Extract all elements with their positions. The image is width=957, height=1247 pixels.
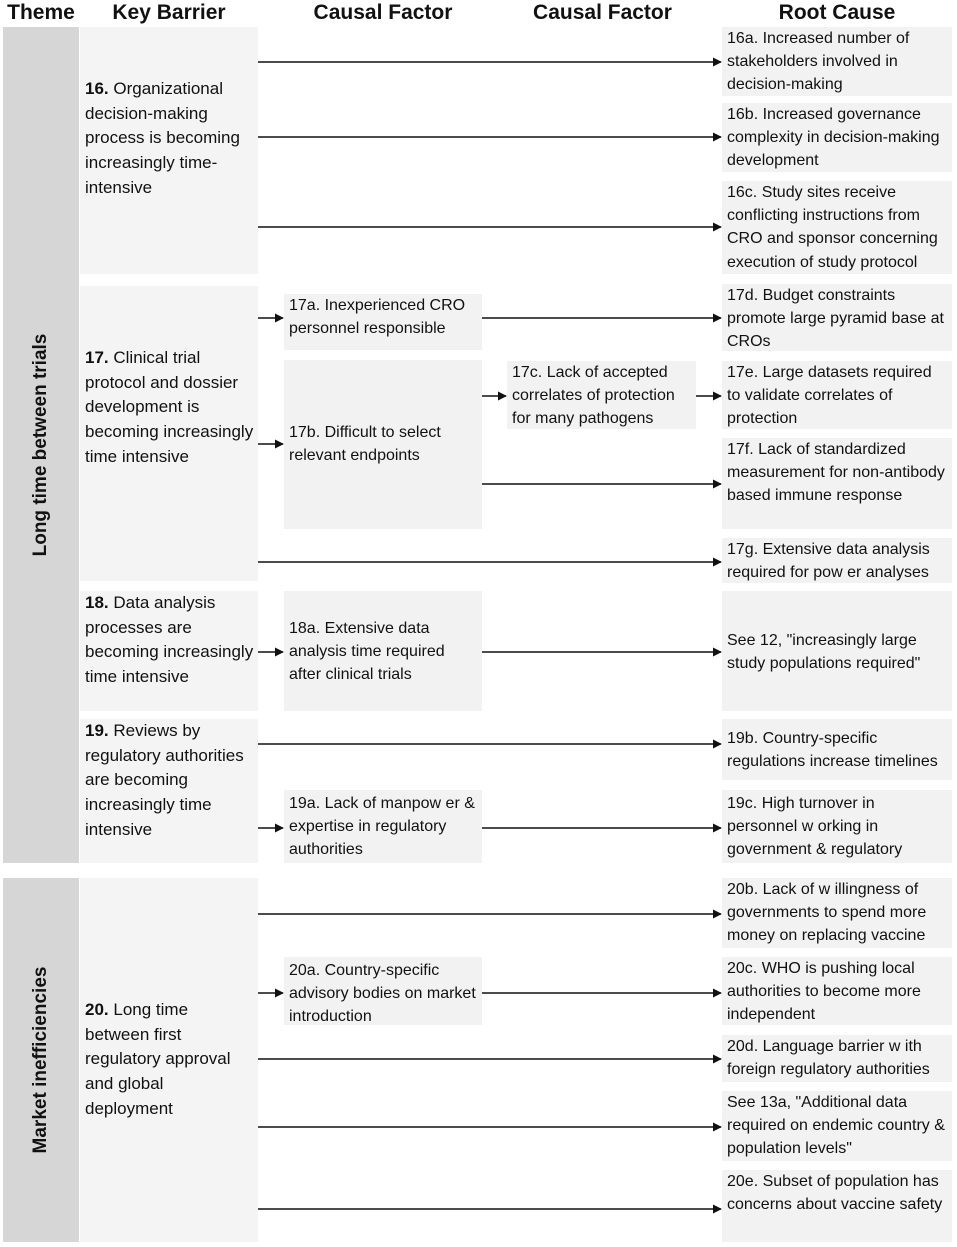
root-cause-see-13a: See 13a, "Additional data required on endemic country & population levels" xyxy=(722,1091,952,1161)
barrier-17-text: 17. Clinical trial protocol and dossier development is becoming increasingly time intensive xyxy=(85,348,254,466)
causal-factor-19a: 19a. Lack of manpow er & expertise in regulatory authorities xyxy=(284,790,482,863)
barrier-18-text: 18. Data analysis processes are becoming increasingly time intensive xyxy=(85,593,254,687)
barrier-16-text: 16. Organizational decision-making process is becoming increasingly time-intensive xyxy=(85,79,240,197)
causal-factor-17a: 17a. Inexperienced CRO personnel responsible xyxy=(284,294,482,350)
root-cause-20d: 20d. Language barrier w ith foreign regulatory authorities xyxy=(722,1035,952,1082)
barrier-19-text: 19. Reviews by regulatory authorities are becoming increasingly time intensive xyxy=(85,721,244,839)
root-cause-16c: 16c. Study sites receive conflicting instructions from CRO and sponsor concerning execution of study protocol xyxy=(722,181,952,274)
root-cause-20e: 20e. Subset of population has concerns about vaccine safety xyxy=(722,1170,952,1242)
header-theme: Theme xyxy=(7,1,75,24)
root-cause-20b: 20b. Lack of w illingness of governments to spend more money on replacing vaccine xyxy=(722,878,952,948)
causal-factor-20a: 20a. Country-specific advisory bodies on market introduction xyxy=(284,957,482,1025)
root-cause-19b: 19b. Country-specific regulations increase timelines xyxy=(722,719,952,780)
root-cause-20c: 20c. WHO is pushing local authorities to become more independent xyxy=(722,957,952,1025)
root-cause-16b: 16b. Increased governance complexity in decision-making development xyxy=(722,103,952,172)
header-root-cause: Root Cause xyxy=(778,1,896,24)
root-cause-17d: 17d. Budget constraints promote large pyramid base at CROs xyxy=(722,284,952,351)
root-cause-16a: 16a. Increased number of stakeholders involved in decision-making xyxy=(722,27,952,96)
root-cause-17f: 17f. Lack of standardized measurement for non-antibody based immune response xyxy=(722,438,952,529)
root-cause-17e: 17e. Large datasets required to validate correlates of protection xyxy=(722,361,952,429)
barrier-20-text: 20. Long time between first regulatory approval and global deployment xyxy=(85,1000,231,1118)
header-causal-factor-1: Causal Factor xyxy=(313,1,453,24)
root-cause-19c: 19c. High turnover in personnel w orking in government & regulatory xyxy=(722,790,952,863)
causal-factor-18a: 18a. Extensive data analysis time required after clinical trials xyxy=(284,591,482,711)
root-cause-18: See 12, "increasingly large study populations required" xyxy=(722,591,952,711)
root-cause-17g: 17g. Extensive data analysis required for pow er analyses xyxy=(722,538,952,583)
header-key-barrier: Key Barrier xyxy=(112,1,226,24)
theme-label-long-time: Long time between trials xyxy=(30,333,51,557)
theme-label-market: Market inefficiencies xyxy=(30,966,51,1154)
header-causal-factor-2: Causal Factor xyxy=(533,1,672,24)
causal-factor-17c: 17c. Lack of accepted correlates of protection for many pathogens xyxy=(507,361,696,429)
causal-factor-17b: 17b. Difficult to select relevant endpoints xyxy=(284,360,482,529)
